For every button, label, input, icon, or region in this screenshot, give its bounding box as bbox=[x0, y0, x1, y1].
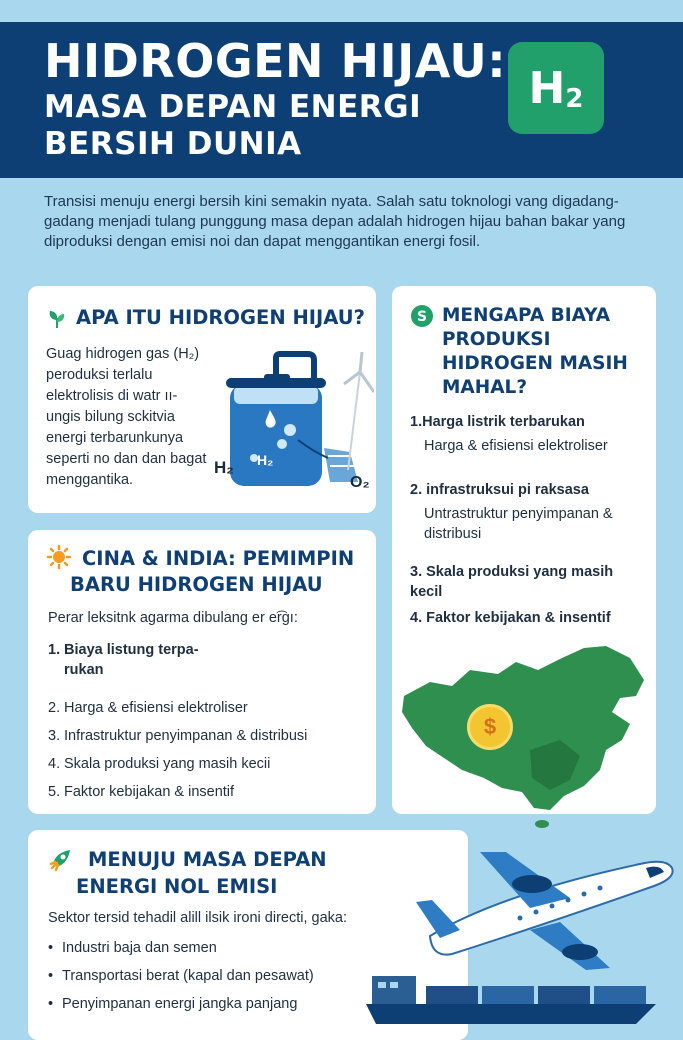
item-number: 3. bbox=[410, 564, 423, 580]
item-number: 2. bbox=[48, 700, 61, 716]
list-item bbox=[410, 412, 646, 480]
leaf-icon bbox=[46, 308, 68, 330]
list-item bbox=[410, 608, 646, 628]
future-bullets bbox=[48, 938, 368, 1022]
item-number: 4. bbox=[48, 756, 61, 772]
card-future-lead: Sektor tersid tehadil alill ilsik ironi directi, gaka: bbox=[48, 910, 347, 926]
china-map-illustration bbox=[400, 640, 650, 830]
item-title: infrastruksui pi raksasa bbox=[426, 482, 589, 498]
bullet-text: Transportasi berat (kapal dan pesawat) bbox=[62, 968, 314, 984]
item-number: 4. bbox=[410, 610, 423, 626]
bullet-text: Industri baja dan semen bbox=[62, 940, 217, 956]
item-desc: Harga & efisiensi elektroliser bbox=[424, 438, 608, 454]
card-future-title-line1: MENUJU MASA DEPAN bbox=[88, 848, 327, 871]
bullet-dot: • bbox=[48, 940, 54, 956]
title-line-1: HIDROGEN HIJAU: bbox=[44, 34, 507, 88]
card-future-title bbox=[76, 846, 327, 900]
list-item bbox=[410, 480, 646, 562]
item-number: 2. bbox=[410, 482, 423, 498]
item-number: 5. bbox=[48, 784, 61, 800]
list-item bbox=[48, 640, 368, 698]
list-item bbox=[48, 782, 368, 810]
page-title bbox=[44, 34, 507, 162]
item-desc: Untrastruktur penyimpanan & distribusi bbox=[424, 506, 613, 542]
o2-label: O₂ bbox=[350, 474, 370, 491]
why-list bbox=[410, 412, 646, 628]
card-what-is-hydrogen bbox=[28, 286, 376, 513]
list-item bbox=[48, 994, 368, 1022]
card-what-text: Guag hidrogen gas (H₂) peroduksi terlalu elektrolisis di watr ıı- ungis bilung sckitvia energi terbarunkunya seperti no dan dan bagat menggantika. bbox=[46, 346, 207, 488]
list-item bbox=[48, 966, 368, 994]
h2-label: H₂ bbox=[214, 458, 234, 477]
card-why-expensive bbox=[392, 286, 656, 814]
h2-badge-icon bbox=[508, 42, 604, 134]
title-line-3: BERSIH DUNIA bbox=[44, 126, 302, 162]
item-number: 3. bbox=[48, 728, 61, 744]
title-line-2: MASA DEPAN ENERGI bbox=[44, 89, 422, 125]
dollar-coin-icon bbox=[410, 304, 434, 328]
bullet-dot: • bbox=[48, 968, 54, 984]
item-title: Harga listrik terbarukan bbox=[422, 414, 585, 430]
bullet-dot: • bbox=[48, 996, 54, 1012]
h2-tank-label: H₂ bbox=[257, 452, 274, 468]
card-what-title: APA ITU HIDROGEN HIJAU? bbox=[76, 306, 365, 329]
item-title: Faktor kebijakan & insentif bbox=[426, 610, 611, 626]
svg-text:S: S bbox=[416, 309, 428, 325]
cargo-ship-icon bbox=[366, 968, 683, 1024]
item-text: Infrastruktur penyimpanan & distribusi bbox=[64, 728, 308, 744]
list-item bbox=[48, 698, 368, 726]
sun-icon bbox=[46, 544, 72, 570]
intro-paragraph: Transisi menuju energi bersih kini semakin nyata. Salah satu toknologi vang digadang-gadang menjadi tulang punggung masa depan adalah hidrogen hijau bahan bakar yang diproduksi dengan emisi noi dan dapat menggantikan energi fosil. bbox=[44, 193, 626, 250]
bullet-text: Penyimpanan energi jangka panjang bbox=[62, 996, 298, 1012]
item-text: Skala produksi yang masih kecii bbox=[64, 756, 271, 772]
airplane-icon bbox=[410, 842, 678, 974]
item-number: 1. bbox=[410, 414, 423, 430]
list-item bbox=[48, 938, 368, 966]
card-china-lead: Perar leksitnk agarma dibulang er er͡ɡı: bbox=[48, 610, 298, 626]
card-future-title-line2: ENERGI NOL EMISI bbox=[76, 875, 278, 898]
badge-main: H bbox=[528, 62, 566, 114]
card-why-title: MENGAPA BIAYA PRODUKSI HIDROGEN MASIH MAHAL? bbox=[442, 305, 628, 398]
badge-subscript: 2 bbox=[565, 84, 584, 114]
item-title: Skala produksi yang masih kecil bbox=[410, 564, 614, 600]
rocket-icon bbox=[48, 846, 74, 872]
list-item bbox=[48, 754, 368, 782]
map-coin-icon bbox=[467, 704, 513, 750]
list-item bbox=[48, 726, 368, 754]
item-text: Harga & efisiensi elektroliser bbox=[64, 700, 248, 716]
card-china-title-line1: CINA & INDIA: PEMIMPIN bbox=[82, 547, 355, 570]
item-text: Biaya listung terpa- rukan bbox=[64, 642, 199, 678]
card-china-title-line2: BARU HIDROGEN HIJAU bbox=[70, 573, 323, 596]
card-china-title bbox=[70, 546, 355, 598]
item-number: 1. bbox=[48, 642, 61, 658]
map-coin-symbol: $ bbox=[483, 714, 497, 739]
item-text: Faktor kebijakan & insentif bbox=[64, 784, 235, 800]
list-item bbox=[410, 562, 646, 608]
china-list bbox=[48, 640, 368, 810]
card-china-india bbox=[28, 530, 376, 814]
